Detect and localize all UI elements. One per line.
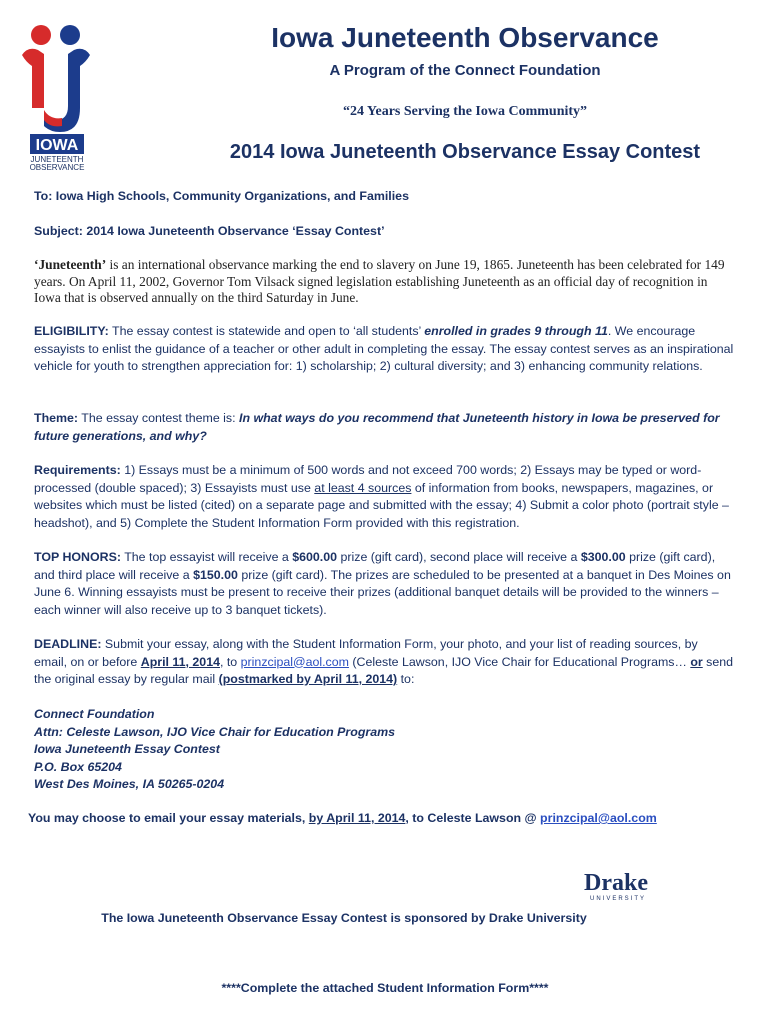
address-line: Iowa Juneteenth Essay Contest [34,742,220,756]
theme-question: In what ways do you recommend that Juneteenth history in Iowa be preserved for future generations, and why? [34,411,720,443]
deadline-text-5: to: [397,672,415,686]
theme-paragraph [34,410,734,445]
sponsor-line: The Iowa Juneteenth Observance Essay Contest is sponsored by Drake University [101,911,587,925]
requirements-text-2: of information from books, newspapers, magazines, or websites which must be listed (cited) on a separate page and submitted with the essay; 4) Submit a color photo (portrait style – headshot), and 5) Complete the Student Information Form provided with this registration. [34,480,729,530]
drake-logo-sub: UNIVERSITY [589,896,647,902]
deadline-text-2: , to [219,654,241,669]
third-prize: $150.00 [193,567,238,582]
email-note-date: by April 11, 2014 [308,811,406,825]
eligibility-paragraph [34,323,734,376]
memo-subject: Subject: 2014 Iowa Juneteenth Observance ‘Essay Contest’ [34,224,385,238]
logo-text-sub1: JUNETEENTH [30,155,84,164]
footer-note: ****Complete the attached Student Information Form**** [221,981,549,995]
eligibility-grades: enrolled in grades 9 through 11 [424,324,608,338]
second-prize: $300.00 [580,550,626,564]
deadline-text-3: (Celeste Lawson, IJO Vice Chair for Educational Programs… [348,654,691,669]
drake-university-logo [580,868,652,902]
memo-to: To: Iowa High Schools, Community Organizations, and Families [34,189,409,203]
drake-logo-name: Drake [584,870,648,896]
contest-title: 2014 Iowa Juneteenth Observance Essay Contest [229,141,701,163]
intro-paragraph [34,257,734,307]
tagline: “24 Years Serving the Iowa Community” [342,104,588,119]
page-title: Iowa Juneteenth Observance [271,22,659,53]
deadline-label: DEADLINE: [34,637,102,651]
page-subtitle: A Program of the Connect Foundation [329,62,601,79]
honors-text-1: The top essayist will receive a [120,550,293,564]
address-line: Attn: Celeste Lawson, IJO Vice Chair for Education Programs [34,724,396,739]
deadline-email-link[interactable]: prinzcipal@aol.com [240,654,349,669]
address-line: West Des Moines, IA 50265-0204 [34,777,225,791]
intro-term: ‘Juneteenth’ [34,257,107,272]
theme-label: Theme: [34,411,79,425]
honors-text-4: prize (gift card). The prizes are scheduled to be presented at a banquet in Des Moines on June 6. Winning essayists must be present to receive their prizes (additional banquet details will be provided to the winners – each winner will also receive up to 3 banquet tickets). [34,567,731,617]
honors-text-2: prize (gift card), second place will receive a [337,550,581,564]
theme-text: The essay contest theme is: [78,411,240,425]
eligibility-text-1: The essay contest is statewide and open to ‘all students’ [108,324,425,338]
deadline-text-4: send the original essay by regular mail [34,654,734,686]
honors-paragraph [34,549,734,619]
honors-text-3: prize (gift card), and third place will receive a [34,550,716,582]
logo-text-sub2: OBSERVANCE [29,163,85,170]
email-note-link[interactable]: prinzcipal@aol.com [540,811,657,825]
address-line: Connect Foundation [34,707,155,721]
deadline-or: or [690,654,703,669]
address-line: P.O. Box 65204 [34,759,122,774]
intro-text: is an international observance marking the end to slavery on June 19, 1865. Juneteenth has been celebrated for 149 years. On April 11, 2002, Governor Tom Vilsack signed legislation establishing Juneteenth as an official day of recognition in Iowa that is observed annually on the third Saturday in June. [34,257,725,305]
first-prize: $600.00 [292,550,338,564]
requirements-paragraph [34,462,734,532]
requirements-sources: at least 4 sources [314,480,412,495]
honors-label: TOP HONORS: [34,550,121,564]
requirements-label: Requirements: [34,463,121,477]
deadline-postmark: (postmarked by April 11, 2014) [218,672,398,686]
logo-text-main: IOWA [35,137,79,154]
eligibility-text-2: . We encourage essayists to enlist the guidance of a teacher or other adult in completing the essay. The essay contest serves as an inspirational vehicle for youth to strengthen appreciation for: 1) scholarship; 2) cultural diversity; and 3) enhancing community relations. [34,324,734,373]
email-note-text-2: , to Celeste Lawson @ [405,811,541,825]
deadline-paragraph [34,636,734,689]
deadline-text-1: Submit your essay, along with the Student Information Form, your photo, and your list of reading sources, by email, on or before [34,637,698,669]
email-note-text-1: You may choose to email your essay materials, [28,811,309,825]
deadline-date: April 11, 2014 [140,654,220,669]
eligibility-label: ELIGIBILITY: [34,324,109,338]
email-note [28,810,728,828]
requirements-text-1: 1) Essays must be a minimum of 500 words and not exceed 700 words; 2) Essays may be typed or word-processed (double spaced); 3) Essayists must use [34,463,702,495]
mailing-address [34,706,734,794]
